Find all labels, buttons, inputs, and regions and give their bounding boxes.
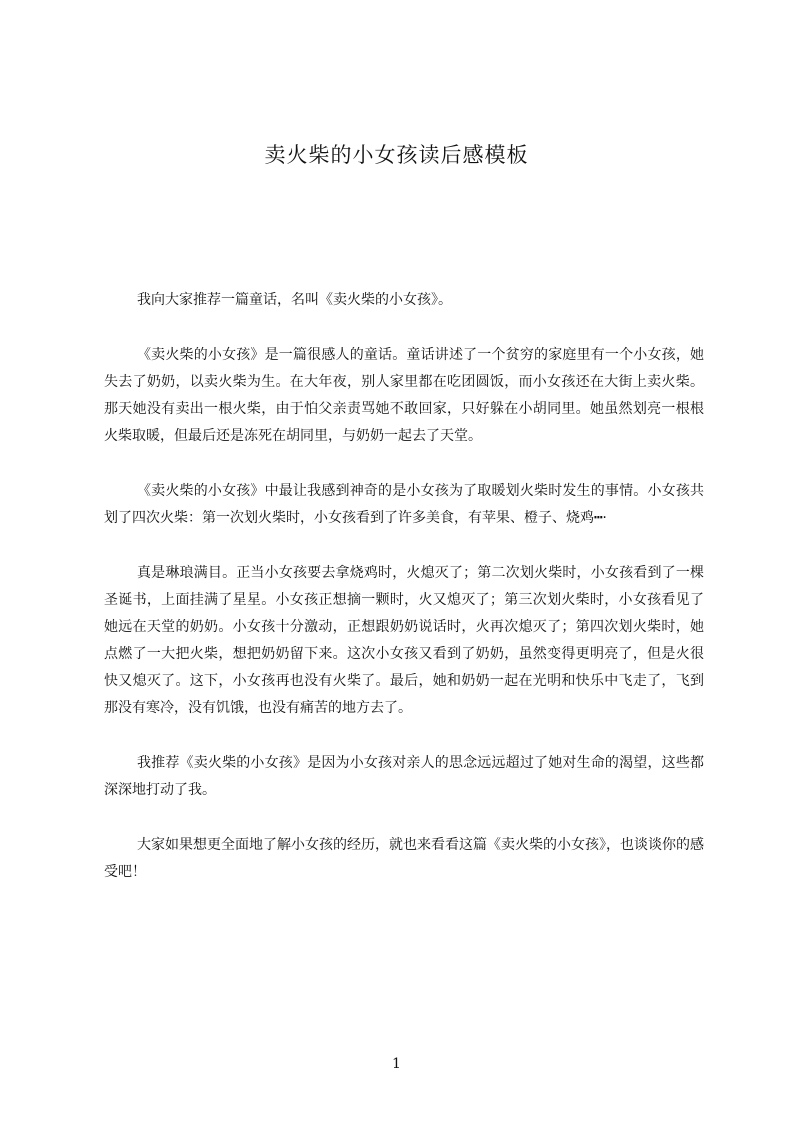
page-number: 1 bbox=[392, 1056, 401, 1072]
paragraph-intro: 我向大家推荐一篇童话，名叫《卖火柴的小女孩》。 bbox=[137, 292, 452, 308]
paragraph-summary: 《卖火柴的小女孩》是一篇很感人的童话。童话讲述了一个贫穷的家庭里有一个小女孩，她失去了奶奶，以卖火柴为生。在大年夜，别人家里都在吃团圆饭，而小女孩还在大街上卖火柴。那天她没有卖出一根火柴，由于怕父亲责骂她不敢回家，只好躲在小胡同里。她虽然划亮一根根火柴取暖，但最后还是冻死在胡同里，与奶奶一起去了天堂。 bbox=[104, 347, 704, 444]
paragraph-wonder: 《卖火柴的小女孩》中最让我感到神奇的是小女孩为了取暖划火柴时发生的事情。小女孩共划了四次火柴：第一次划火柴时，小女孩看到了许多美食，有苹果、橙子、烧鸡┅· bbox=[104, 483, 704, 526]
document-title: 卖火柴的小女孩读后感模板 bbox=[264, 143, 529, 167]
paragraph-reason: 我推荐《卖火柴的小女孩》是因为小女孩对亲人的思念远远超过了她对生命的渴望，这些都深深地打动了我。 bbox=[104, 755, 704, 798]
paragraph-visions: 真是琳琅满目。正当小女孩要去拿烧鸡时，火熄灭了；第二次划火柴时，小女孩看到了一棵圣诞书，上面挂满了星星。小女孩正想摘一颗时，火又熄灭了；第三次划火柴时，小女孩看见了她远在天堂的奶奶。小女孩十分激动，正想跟奶奶说话时，火再次熄灭了；第四次划火柴时，她点燃了一大把火柴，想把奶奶留下来。这次小女孩又看到了奶奶，虽然变得更明亮了，但是火很快又熄灭了。这下，小女孩再也没有火柴了。最后，她和奶奶一起在光明和快乐中飞走了，飞到那没有寒冷，没有饥饿，也没有痛苦的地方去了。 bbox=[104, 565, 704, 716]
document-body bbox=[104, 287, 704, 914]
paragraph-closing: 大家如果想更全面地了解小女孩的经历，就也来看看这篇《卖火柴的小女孩》，也谈谈你的感受吧！ bbox=[104, 837, 704, 880]
